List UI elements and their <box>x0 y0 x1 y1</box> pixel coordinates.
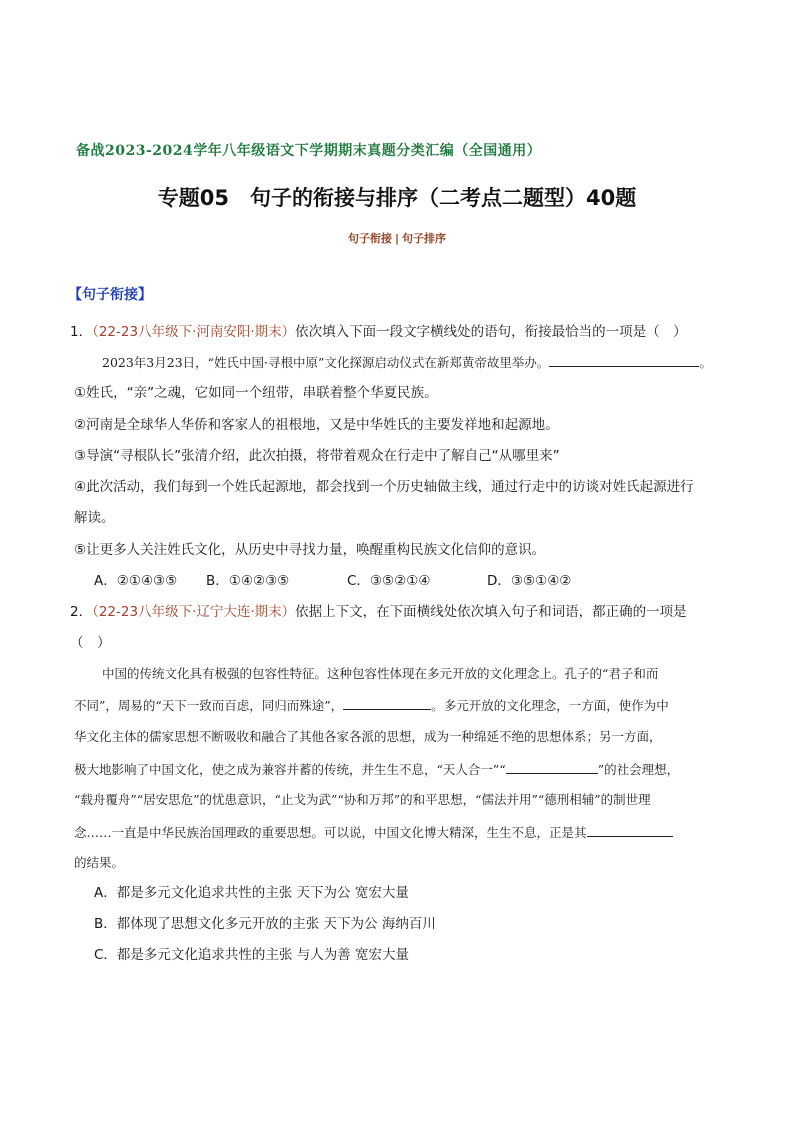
q1-item-3: ③导演“寻根队长”张清介绍，此次拍摄，将带着观众在行走中了解自己“从哪里来” <box>74 448 560 464</box>
section-heading: 【句子衔接】 <box>68 287 152 303</box>
question-text: 依据上下文，在下面横线处依次填入句子和词语，都正确的一项是 <box>295 604 687 620</box>
subtitle-nav <box>0 230 794 246</box>
passage-text: 。多元开放的文化理念，一方面，使作为中 <box>431 698 669 713</box>
subtitle-item-sentence-linking: 句子衔接 <box>347 232 392 245</box>
q1-item-5: ⑤让更多人关注姓氏文化，从历史中寻找力量，唤醒重构民族文化信仰的意识。 <box>74 542 546 558</box>
passage-text: 不同”，周易的“天下一致而百虑，同归而殊途”， <box>74 698 344 713</box>
answer-blank <box>343 695 431 710</box>
q2-option-c: C．都是多元文化追求共性的主张 与人为善 宽宏大量 <box>94 947 410 963</box>
question-source: （22-23八年级下·河南安阳·期末） <box>92 324 296 340</box>
passage-text: 2023年3月23日，“姓氏中国·寻根中原”文化探源启动仪式在新郑黄帝故里举办。 <box>102 355 550 370</box>
question-text: 依次填入下面一段文字横线处的语句，衔接最恰当的一项是（ ） <box>295 324 687 340</box>
question-1-stem <box>70 320 687 340</box>
q1-item-1: ①姓氏，“亲”之魂，它如同一个纽带，串联着整个华夏民族。 <box>74 385 438 401</box>
q1-option-b: B．①④②③⑤ <box>206 573 290 589</box>
passage-end: 。 <box>699 355 712 370</box>
subtitle-separator: | <box>394 232 400 245</box>
question-1-passage <box>102 352 712 371</box>
q2-passage-line-2 <box>74 695 669 714</box>
question-source: （22-23八年级下·辽宁大连·期末） <box>92 604 296 620</box>
q1-item-4-cont: 解读。 <box>74 510 115 526</box>
passage-text: ”的社会理想， <box>597 762 680 777</box>
q2-option-b: B．都体现了思想文化多元开放的主张 天下为公 海纳百川 <box>94 916 436 932</box>
answer-blank <box>506 759 598 774</box>
q2-passage-line-1: 中国的传统文化具有极强的包容性特征。这种包容性体现在多元开放的文化理念上。孔子的“君子和而 <box>102 666 659 681</box>
subtitle-item-sentence-ordering: 句子排序 <box>402 232 447 245</box>
series-title: 备战2023-2024学年八年级语文下学期期末真题分类汇编（全国通用） <box>76 143 542 159</box>
question-number: 1． <box>70 324 93 340</box>
q2-option-a: A．都是多元文化追求共性的主张 天下为公 宽宏大量 <box>94 885 409 901</box>
q2-passage-line-5: “载舟覆舟”“居安思危”的忧患意识，“止戈为武”“协和万邦”的和平思想，“儒法并用”“德刑相辅”的制世理 <box>74 792 651 807</box>
passage-text: 极大地影响了中国文化，使之成为兼容并蓄的传统，并生生不息，“天人合一”“ <box>74 762 506 777</box>
answer-blank <box>549 352 699 367</box>
question-2-stem <box>70 600 687 620</box>
passage-text: 念……一直是中华民族治国理政的重要思想。可以说，中国文化博大精深，生生不息，正是其 <box>74 825 587 840</box>
q1-option-c: C．③⑤②①④ <box>347 573 431 589</box>
q1-option-a: A．②①④③⑤ <box>94 573 178 589</box>
q1-item-2: ②河南是全球华人华侨和客家人的祖根地，又是中华姓氏的主要发祥地和起源地。 <box>74 417 559 433</box>
q2-passage-line-3: 华文化主体的儒家思想不断吸收和融合了其他各家各派的思想，成为一种绵延不绝的思想体系；另一方面， <box>74 729 662 744</box>
q1-item-4: ④此次活动，我们每到一个姓氏起源地，都会找到一个历史轴做主线，通过行走中的访谈对姓氏起源进行 <box>74 479 694 495</box>
question-2-paren: （ ） <box>70 635 111 651</box>
page-title: 专题05 句子的衔接与排序（二考点二题型）40题 <box>157 186 637 210</box>
answer-blank <box>587 822 673 837</box>
q1-option-d: D．③⑤①④② <box>487 573 572 589</box>
q2-passage-line-4 <box>74 759 679 778</box>
q2-passage-line-7: 的结果。 <box>74 855 125 870</box>
question-number: 2． <box>70 604 93 620</box>
q2-passage-line-6 <box>74 822 673 841</box>
